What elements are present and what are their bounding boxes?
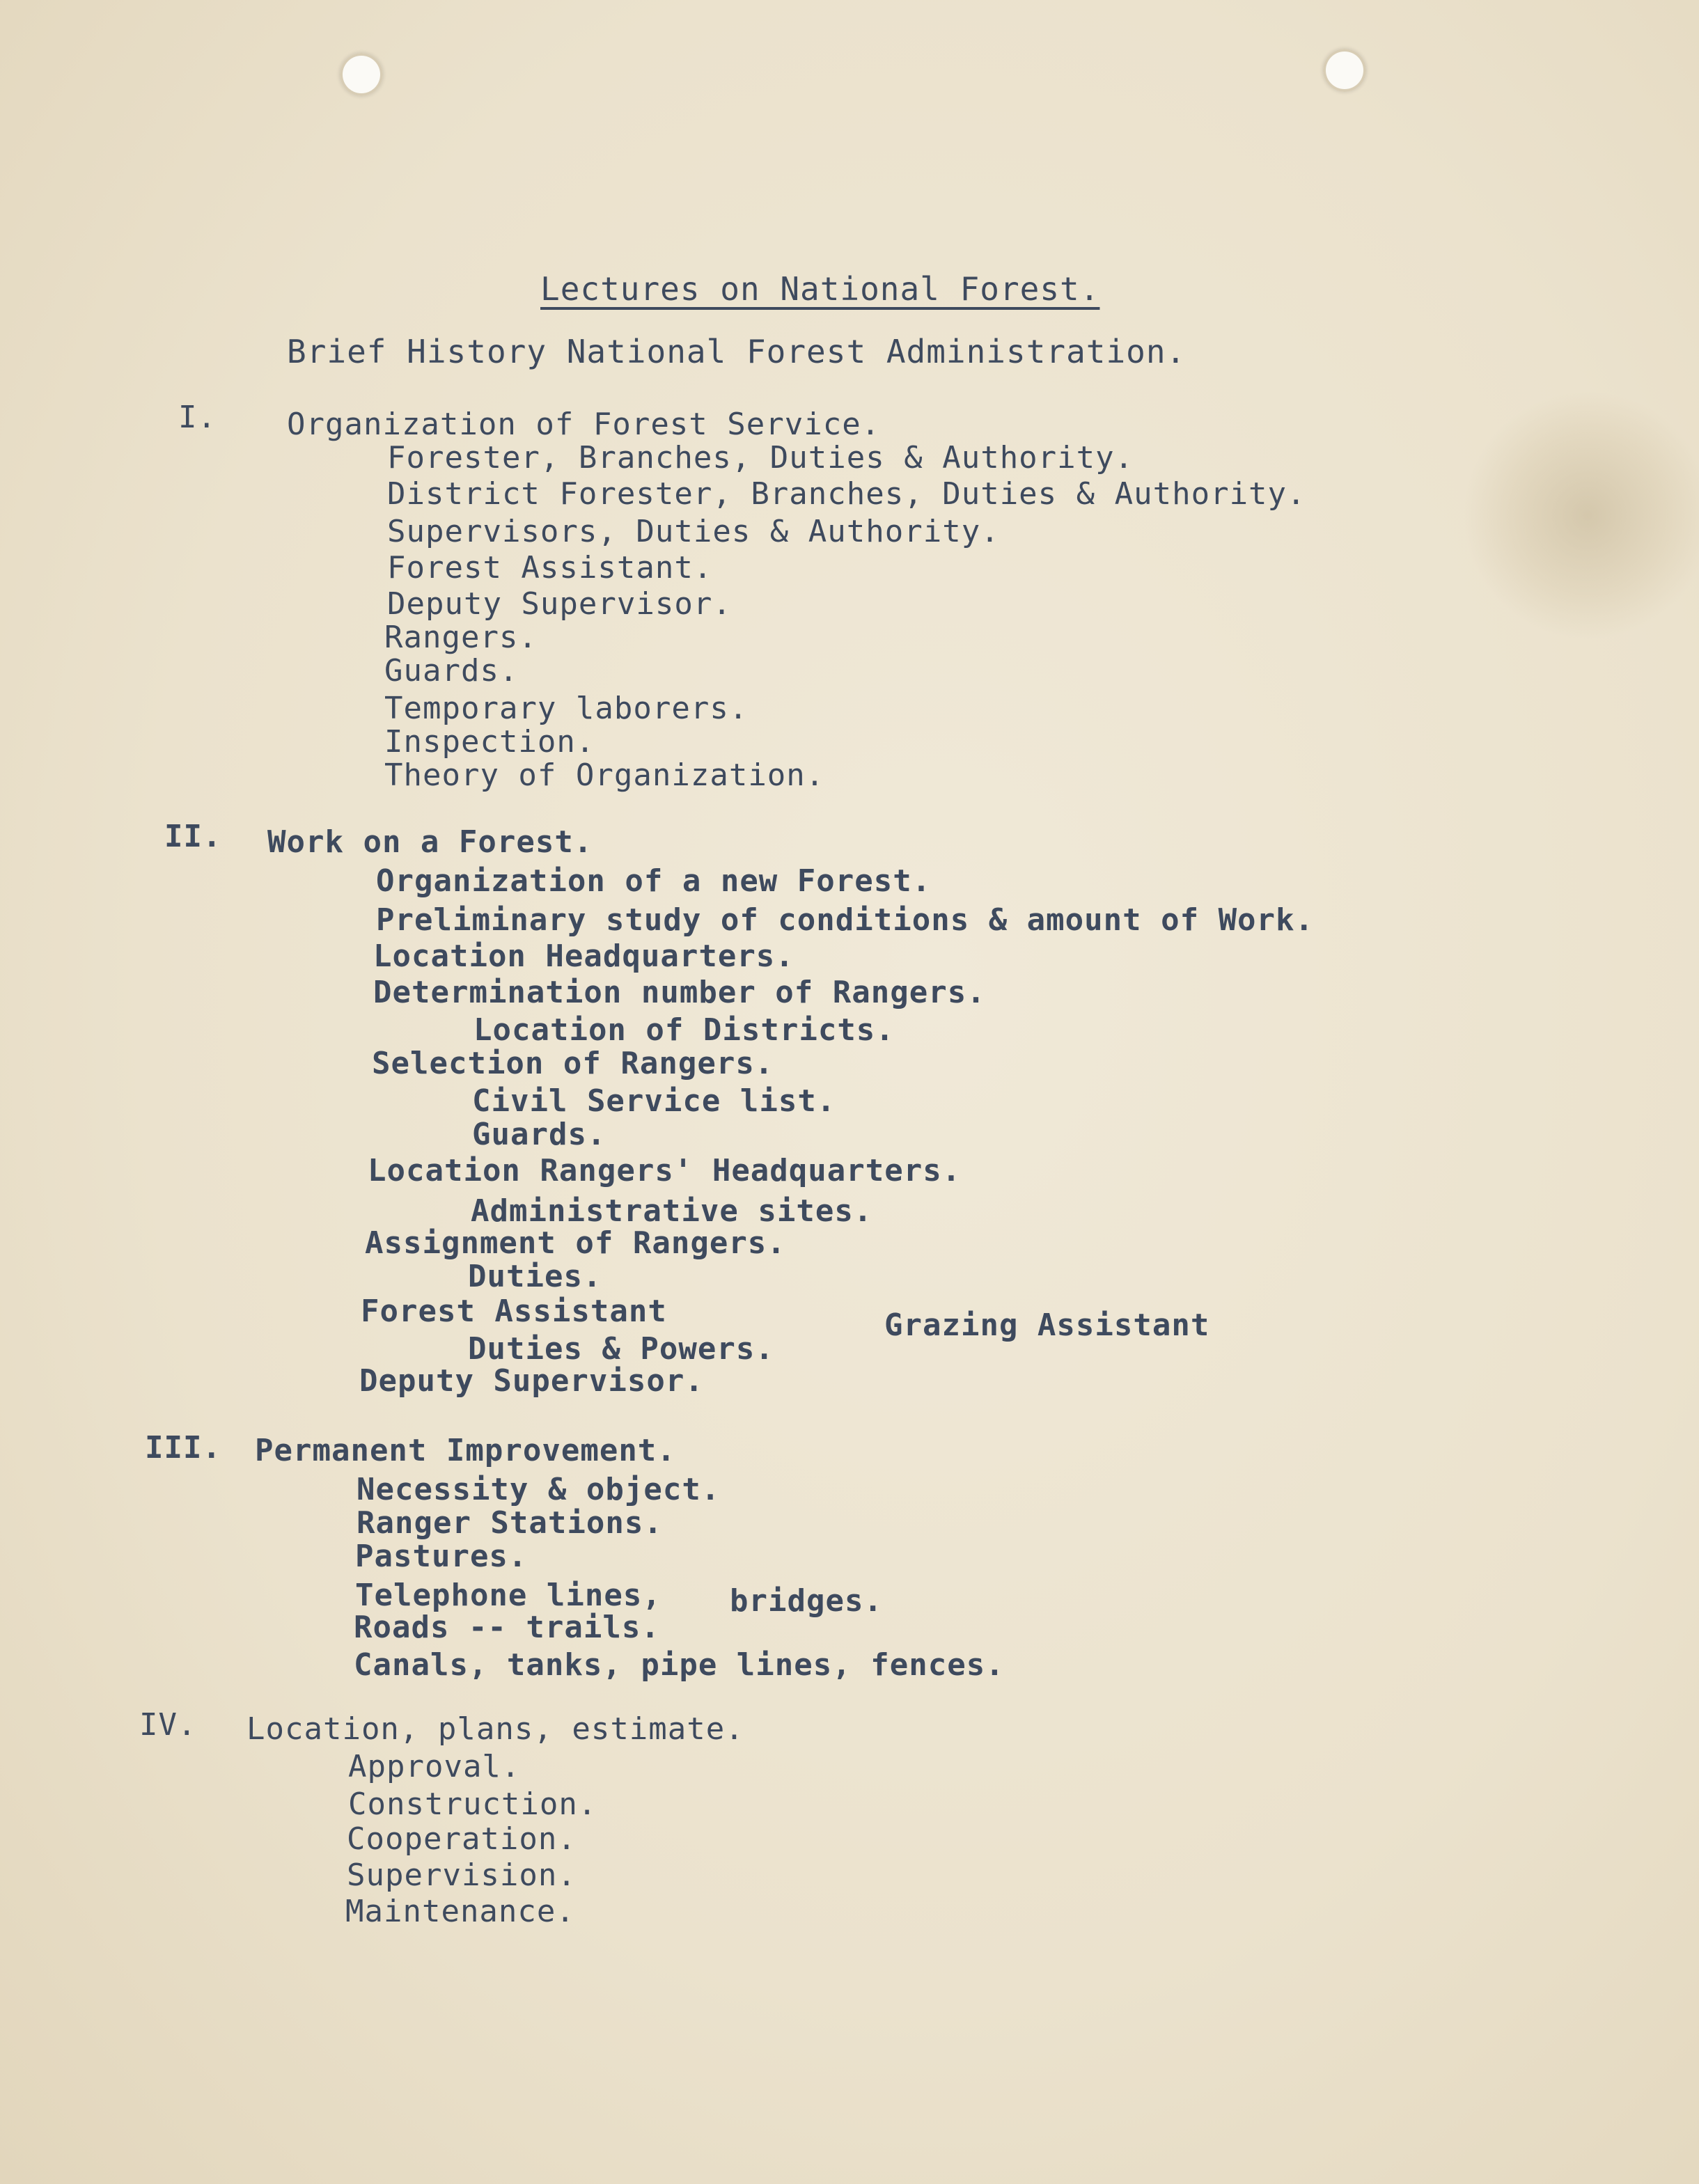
outline-item: Selection of Rangers. [372,1046,774,1081]
section-numeral: I. [178,400,217,435]
outline-item: Guards. [472,1117,606,1152]
outline-item: Location Headquarters. [373,938,794,974]
outline-item: Forester, Branches, Duties & Authority. [387,440,1134,476]
document-subtitle: Brief History National Forest Administration. [287,333,1187,370]
outline-item: Forest Assistant. [387,550,713,586]
outline-item: Roads -- trails. [354,1610,660,1645]
outline-item: Theory of Organization. [384,757,825,793]
outline-item: Pastures. [355,1539,528,1574]
section-heading: Permanent Improvement. [255,1433,676,1468]
section-heading: Location, plans, estimate. [246,1711,744,1747]
outline-item: Duties. [468,1259,602,1294]
punch-hole-right [1323,49,1366,92]
outline-item: Supervisors, Duties & Authority. [387,514,1000,549]
outline-item: Cooperation. [347,1821,577,1857]
section-heading: Organization of Forest Service. [287,407,881,442]
outline-item: Location Rangers' Headquarters. [368,1153,962,1188]
outline-item: Inspection. [384,724,595,760]
outline-item: Location of Districts. [473,1012,895,1048]
outline-item: Deputy Supervisor. [359,1363,704,1399]
outline-item: Assignment of Rangers. [365,1225,786,1261]
outline-item: Construction. [348,1786,597,1822]
document-title: Lectures on National Forest. [540,270,1100,308]
outline-item: Administrative sites. [471,1193,873,1229]
section-numeral: III. [145,1430,221,1466]
outline-item: Deputy Supervisor. [387,586,732,622]
outline-item: Ranger Stations. [357,1505,663,1541]
outline-item: Maintenance. [345,1894,575,1929]
outline-item: Grazing Assistant [884,1307,1210,1343]
outline-item: Determination number of Rangers. [373,975,986,1010]
section-numeral: IV. [139,1707,197,1743]
paper-stain [1462,390,1699,641]
section-numeral: II. [164,819,222,854]
outline-item: Supervision. [347,1857,577,1893]
outline-item: Duties & Powers. [468,1331,774,1367]
outline-item: Civil Service list. [472,1083,836,1119]
outline-item: District Forester, Branches, Duties & Authority. [387,476,1306,512]
outline-item: Canals, tanks, pipe lines, fences. [354,1647,1005,1683]
outline-item: Telephone lines, [355,1578,661,1613]
outline-item: Forest Assistant [361,1294,667,1329]
outline-item: Temporary laborers. [384,691,749,726]
outline-item: Rangers. [384,620,538,655]
outline-item: Approval. [348,1749,521,1784]
outline-item: bridges. [730,1583,883,1619]
outline-item: Preliminary study of conditions & amount of Work. [376,902,1315,938]
outline-item: Organization of a new Forest. [376,863,932,899]
punch-hole-left [340,53,383,96]
outline-item: Guards. [384,653,519,689]
outline-item: Necessity & object. [357,1472,721,1507]
section-heading: Work on a Forest. [267,824,593,860]
